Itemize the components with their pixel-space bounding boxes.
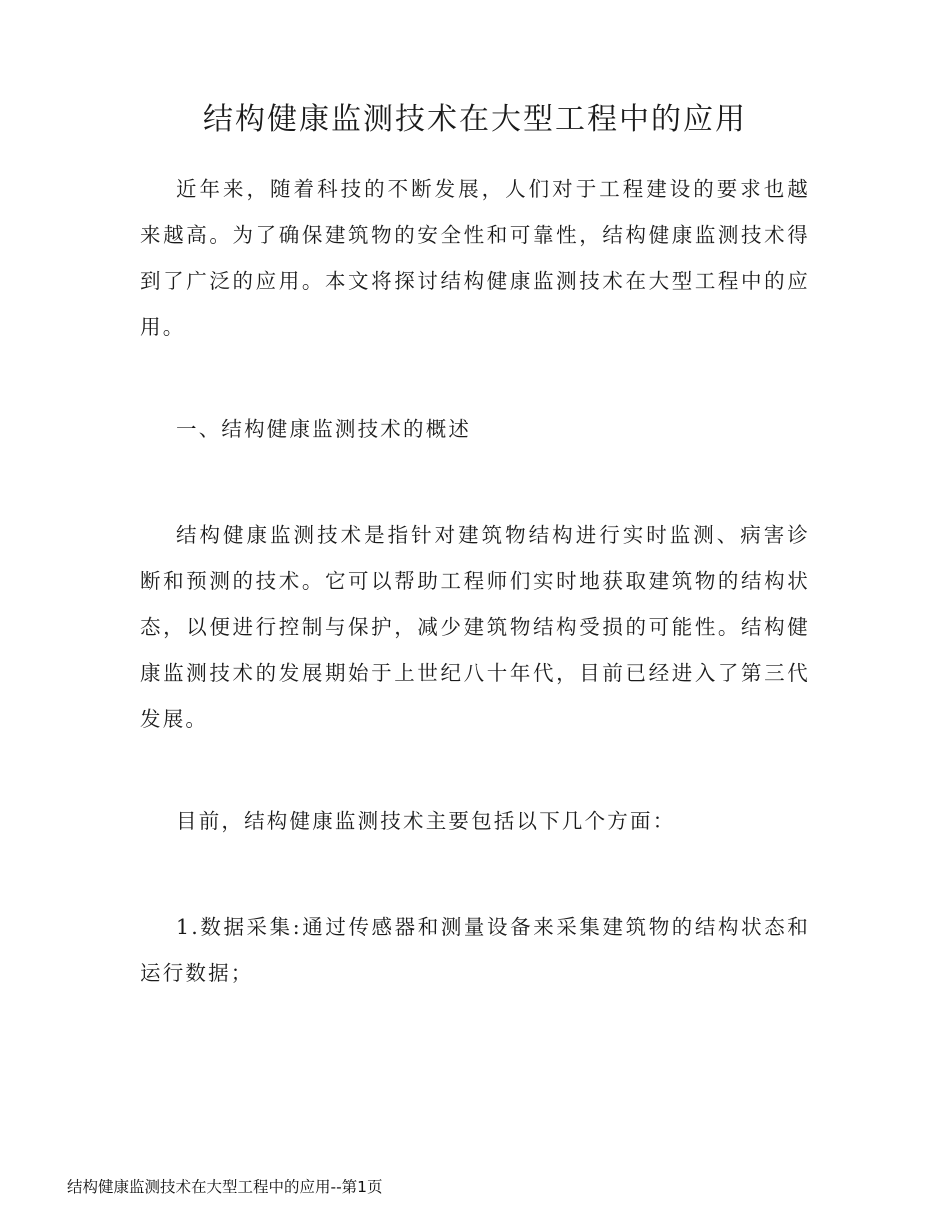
aspects-intro-paragraph: 目前，结构健康监测技术主要包括以下几个方面：	[176, 809, 676, 833]
intro-paragraph: 近年来，随着科技的不断发展，人们对于工程建设的要求也越来越高。为了确保建筑物的安全性和可靠性，结构健康监测技术得到了广泛的应用。本文将探讨结构健康监测技术在大型工程中的应用。	[140, 177, 810, 339]
page-footer: 结构健康监测技术在大型工程中的应用--第1页	[67, 1178, 383, 1196]
overview-paragraph: 结构健康监测技术是指针对建筑物结构进行实时监测、病害诊断和预测的技术。它可以帮助工程师们实时地获取建筑物的结构状态，以便进行控制与保护，减少建筑物结构受损的可能性。结构健康监测技术的发展期始于上世纪八十年代，目前已经进入了第三代发展。	[140, 523, 810, 731]
list-item-data-collection: 1.数据采集:通过传感器和测量设备来采集建筑物的结构状态和运行数据；	[140, 915, 810, 985]
section-heading-overview: 一、结构健康监测技术的概述	[176, 417, 472, 441]
page-title: 结构健康监测技术在大型工程中的应用	[203, 102, 747, 137]
